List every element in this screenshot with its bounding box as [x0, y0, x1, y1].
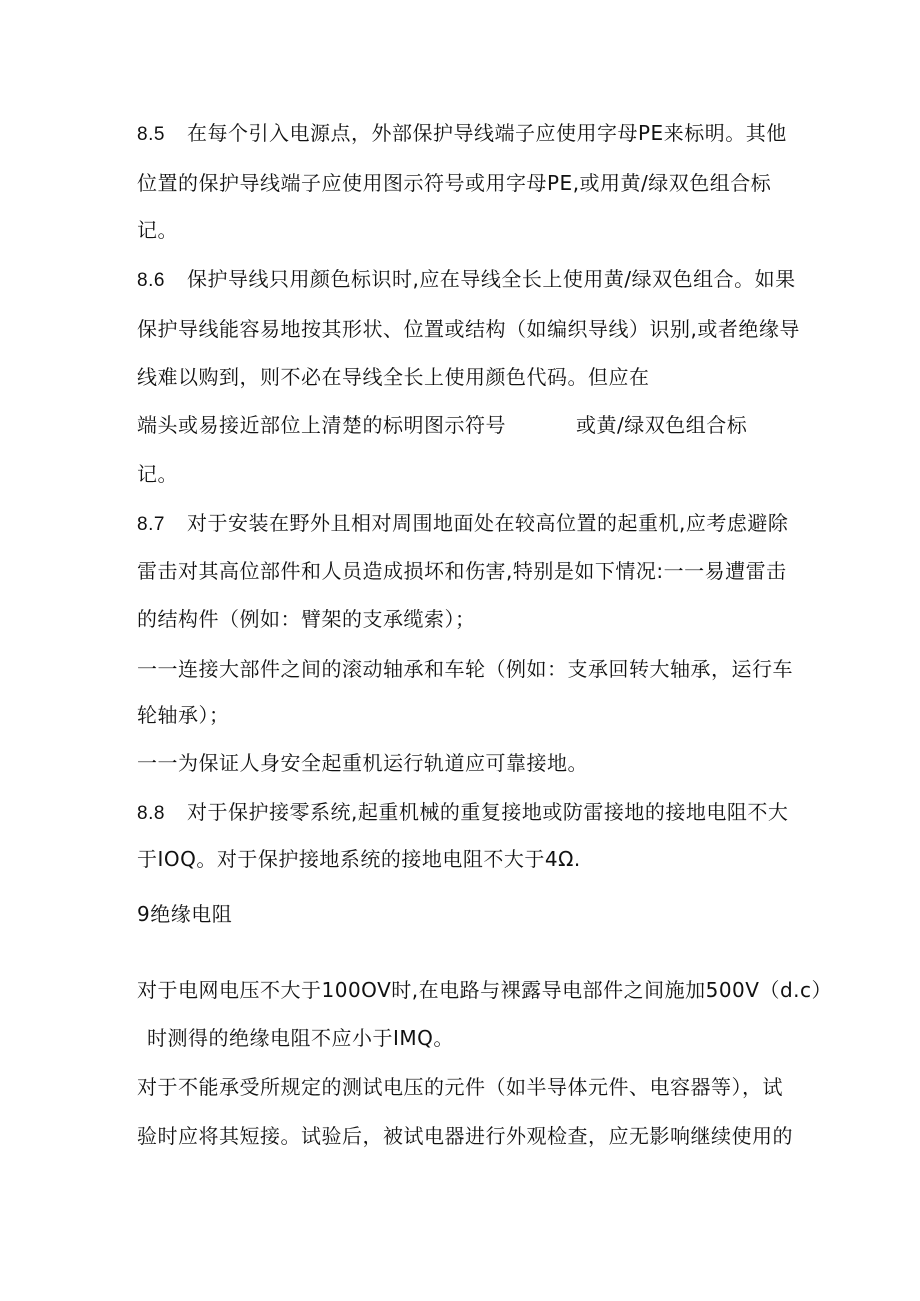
- section-8-7-line-5: 轮轴承）；: [137, 703, 230, 727]
- section-9-p1-line-2: 时测得的绝缘电阻不应小于IMQ。: [147, 1026, 454, 1050]
- section-8-7-line-2: 雷击对其高位部件和人员造成损坏和伤害,特别是如下情况:一一易遭雷击: [137, 559, 787, 583]
- paragraph-text: 对于保护接零系统,起重机械的重复接地或防雷接地的接地电阻不大: [187, 800, 789, 824]
- section-8-5-line-1: [137, 119, 787, 149]
- section-number: 8.5: [137, 124, 165, 145]
- section-9-p2-line-1: 对于不能承受所规定的测试电压的元件（如半导体元件、电容器等），试: [137, 1075, 783, 1099]
- paragraph-text: 在每个引入电源点，外部保护导线端子应使用字母PE来标明。其他: [187, 121, 787, 145]
- section-8-6-line-5: 记。: [137, 462, 178, 486]
- section-8-7-line-1: [137, 509, 788, 539]
- section-9-p1-line-1: 对于电网电压不大于100OV时,在电路与裸露导电部件之间施加500V（d.c）: [137, 978, 833, 1002]
- section-8-5-line-3: 记。: [137, 218, 178, 242]
- section-8-6-line-4: [137, 411, 747, 439]
- paragraph-text: 端头或易接近部位上清楚的标明图示符号: [137, 413, 506, 437]
- section-8-6-line-1: [137, 265, 796, 295]
- paragraph-text: 保护导线只用颜色标识时,应在导线全长上使用黄/绿双色组合。如果: [187, 267, 796, 291]
- section-number: 8.6: [137, 270, 165, 291]
- section-8-7-line-4: 一一连接大部件之间的滚动轴承和车轮（例如：支承回转大轴承，运行车: [137, 657, 793, 681]
- section-8-7-line-3: 的结构件（例如：臂架的支承缆索）；: [137, 607, 476, 631]
- paragraph-text: 对于安装在野外且相对周围地面处在较高位置的起重机,应考虑避除: [187, 511, 789, 535]
- section-8-6-line-2: 保护导线能容易地按其形状、位置或结构（如编织导线）识别,或者绝缘导: [137, 317, 800, 341]
- paragraph-text: 或黄/绿双色组合标: [576, 413, 748, 437]
- section-9-heading: 9绝缘电阻: [137, 902, 233, 926]
- section-number: 8.7: [137, 514, 165, 535]
- section-8-7-line-6: 一一为保证人身安全起重机运行轨道应可靠接地。: [137, 751, 588, 775]
- section-8-8-line-1: [137, 798, 788, 828]
- section-number: 8.8: [137, 803, 165, 824]
- section-8-8-line-2: 于IOQ。对于保护接地系统的接地电阻不大于4Ω.: [137, 847, 581, 871]
- section-8-5-line-2: 位置的保护导线端子应使用图示符号或用字母PE,或用黄/绿双色组合标: [137, 171, 772, 195]
- section-8-6-line-3: 线难以购到，则不必在导线全长上使用颜色代码。但应在: [137, 365, 650, 389]
- section-9-p2-line-2: 验时应将其短接。试验后，被试电器进行外观检查，应无影响继续使用的: [137, 1124, 793, 1148]
